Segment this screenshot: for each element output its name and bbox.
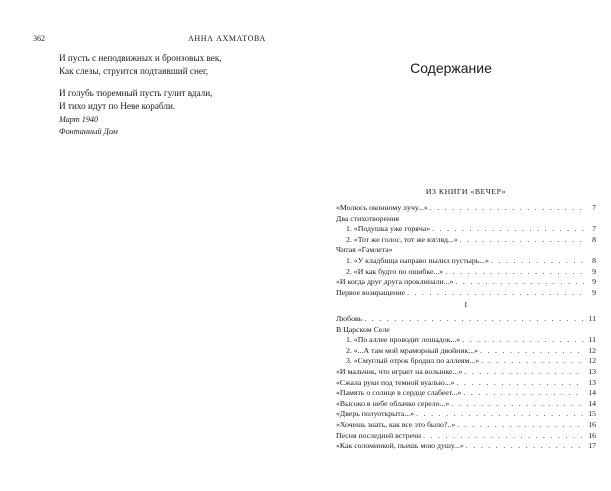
running-title: АННА АХМАТОВА [188,34,266,43]
dot-leader [480,346,584,357]
toc-entry-title: «Сжала руки под темной вуалью...» [336,377,455,387]
toc-entry-title: «И мальчик, что играет на волынке...» [336,366,463,376]
dot-leader [407,288,584,299]
dot-leader [466,441,584,452]
toc-page-number: 9 [592,266,596,276]
dot-leader [491,256,584,267]
toc-entry-title: Любовь [336,314,363,323]
toc-entry-title: «Как соломинкой, пьешь мою душу...» [336,441,464,451]
toc-entry [336,431,596,442]
toc-page-number: 12 [588,345,596,355]
toc-page-number: 11 [588,335,596,345]
dot-leader [460,235,584,246]
stanza-gap [59,77,222,87]
toc-entry [336,335,596,346]
toc-entry-title: 1. «Подушка уже горяча» [346,224,431,234]
toc-page-number: 9 [592,287,596,297]
toc-entry [336,399,596,410]
toc-list [336,314,596,452]
toc-entry-title: «Хочешь знать, как все это было?..» [336,419,456,429]
dot-leader [430,203,584,214]
toc-entry [336,409,596,420]
section-heading: I [464,300,468,309]
dot-leader [423,431,584,442]
toc-entry [336,441,596,452]
toc-entry-title: 2. «...А там мой мраморный двойник...» [346,345,479,355]
contents-title: Содержание [410,60,492,76]
toc-page-number: 14 [588,398,596,408]
toc-page-number: 13 [588,377,596,387]
toc-entry-title: Первое возвращение [336,287,405,297]
poem-line: И голубь тюремный пусть гулит вдали, [59,88,213,98]
dot-leader [451,399,584,410]
toc-page-number: 12 [588,356,596,366]
toc-section [336,299,596,452]
toc-entry [336,235,596,246]
toc-entry [336,378,596,389]
poem-line: И тихо идут по Неве корабли. [59,100,176,111]
page-number: 362 [33,34,45,43]
toc-group-title: Читая «Гамлета» [336,245,393,255]
toc-entry [336,256,596,267]
dot-leader [457,420,584,431]
toc-entry-title: «Память о солнце в сердце слабеет...» [336,388,462,398]
poem-date: Март 1940 [59,115,99,124]
toc-group-title: Два стихотворения [336,213,399,223]
dot-leader [416,409,584,420]
toc-entry-title: «Высоко в небе облачко серело...» [336,398,450,408]
toc-page-number: 7 [592,224,596,234]
dot-leader [463,388,584,399]
toc-entry-title: «И когда друг друга проклинали...» [336,277,454,287]
toc-entry [336,277,596,288]
dot-leader [462,335,584,346]
toc-entry [336,224,596,235]
toc-entry [336,388,596,399]
toc-entry-title: «Дверь полуоткрыта...» [336,409,415,419]
toc-page-number: 16 [588,419,596,429]
toc-entry [336,356,596,367]
dot-leader [456,378,584,389]
toc-page-number: 16 [588,430,596,440]
toc-group-title: В Царском Селе [336,324,390,334]
toc-page-number: 15 [588,409,596,419]
toc-entry-title: 1. «У кладбища направо пылил пустырь...» [346,255,490,265]
toc-entry-title: 2. «Тот же голос, тот же взгляд...» [346,234,458,244]
toc-entry [336,420,596,431]
dot-leader [464,367,584,378]
right-page [305,0,611,491]
poem-line: Как слезы, струится подтаявший снег, [59,65,209,76]
dot-leader [481,356,584,367]
dot-leader [455,277,584,288]
toc-page-number: 13 [588,366,596,376]
dot-leader [445,267,584,278]
toc-page-number: 9 [592,277,596,287]
poem-line: И пусть с неподвижных и бронзовых век, [59,53,222,63]
toc-entry-title: 3. «Смуглый отрок бродил по аллеям...» [346,356,480,366]
toc-entry [336,367,596,378]
toc-page-number: 11 [588,314,596,323]
toc-page-number: 17 [588,441,596,451]
toc-section [336,186,596,298]
toc-entry-title: 2. «И как будто по ошибке...» [346,266,444,276]
dot-leader [364,314,584,325]
toc-entry-title: 1. «По аллее проводят лошадок...» [346,335,461,345]
toc-entry-title: «Молюсь оконному лучу...» [336,203,428,212]
toc-page-number: 7 [592,203,596,212]
toc-entry [336,267,596,278]
toc-entry [336,288,596,299]
poem-place: Фонтанный Дом [59,126,118,136]
toc-page-number: 14 [588,388,596,398]
toc-entry [336,346,596,357]
toc-page-number: 8 [592,234,596,244]
toc-entry [336,314,596,325]
toc-entry-title: Песня последней встречи [336,430,422,440]
poem-ending [59,52,222,137]
toc-entry [336,203,596,214]
dot-leader [432,224,584,235]
toc-list [336,203,596,298]
toc-page-number: 8 [592,255,596,265]
section-heading: ИЗ КНИГИ «ВЕЧЕР» [425,187,507,196]
left-page [0,0,305,491]
